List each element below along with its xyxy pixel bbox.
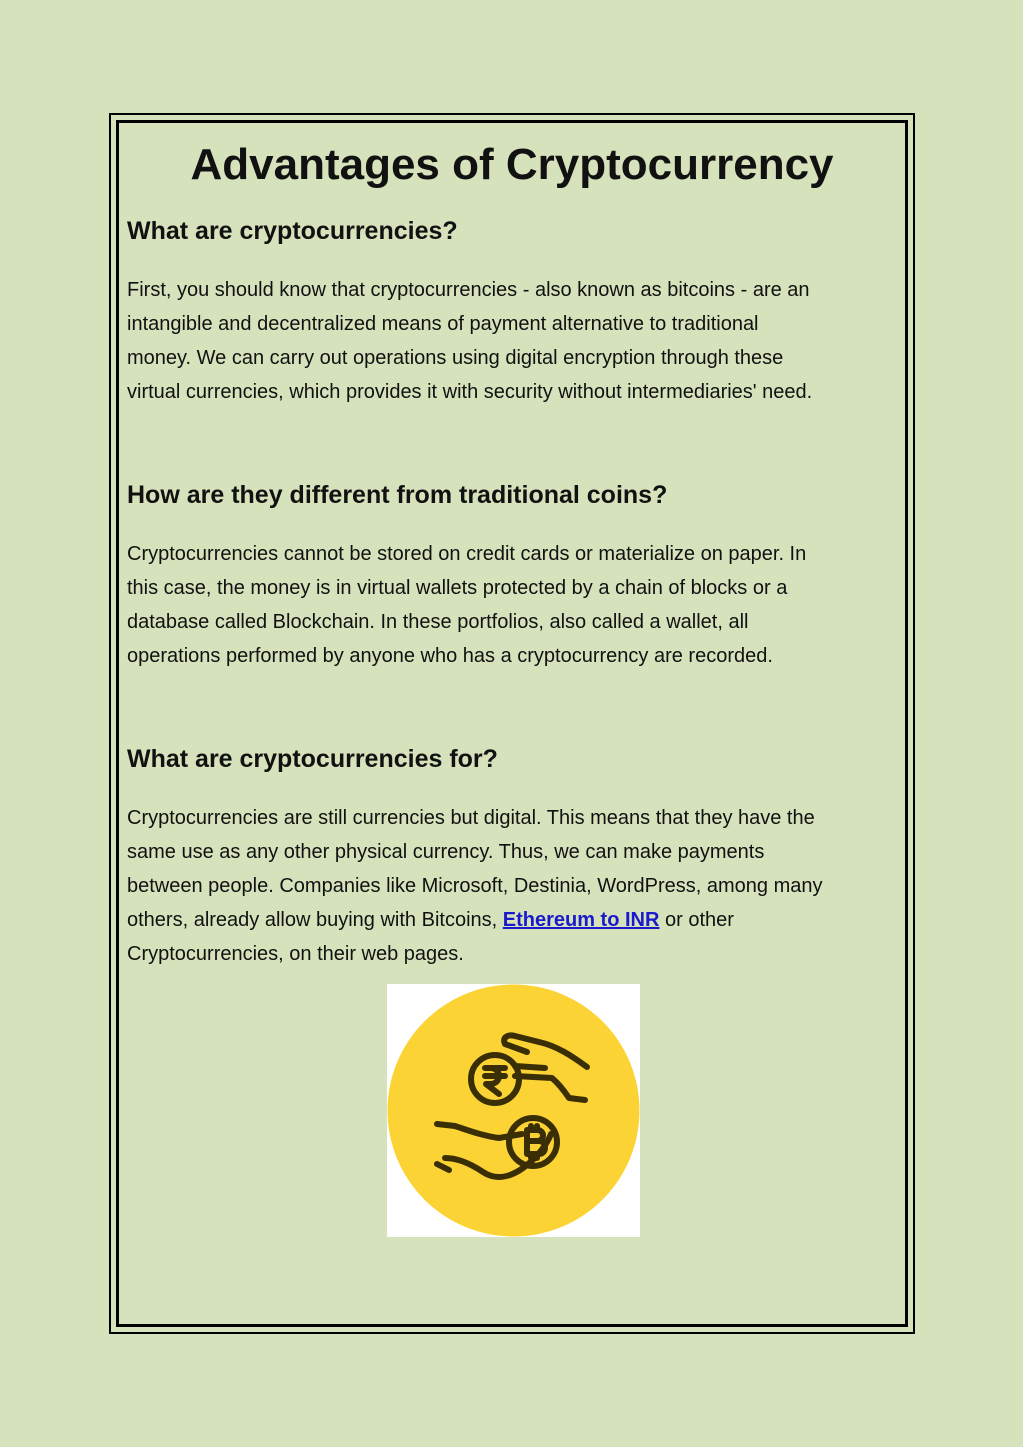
- section-heading-what-for: What are cryptocurrencies for?: [127, 745, 498, 773]
- line-text: others, already allow buying with Bitcoins,: [127, 909, 503, 931]
- paragraph-line: Cryptocurrencies cannot be stored on credit cards or materialize on paper. In: [127, 543, 807, 565]
- section-heading-what-are: What are cryptocurrencies?: [127, 217, 458, 245]
- paragraph-line: operations performed by anyone who has a cryptocurrency are recorded.: [127, 645, 773, 667]
- hand-exchange-rupee-bitcoin-icon: [387, 984, 640, 1237]
- paragraph-line: same use as any other physical currency. Thus, we can make payments: [127, 841, 765, 863]
- document-inner-frame: [116, 120, 908, 1327]
- section-paragraph-what-are: [127, 273, 917, 409]
- paragraph-line: this case, the money is in virtual wallets protected by a chain of blocks or a: [127, 577, 788, 599]
- yellow-circle: [388, 985, 640, 1237]
- section-paragraph-how-different: [127, 537, 917, 673]
- paragraph-line: between people. Companies like Microsoft, Destinia, WordPress, among many: [127, 875, 823, 897]
- paragraph-line: First, you should know that cryptocurrencies - also known as bitcoins - are an: [127, 279, 810, 301]
- paragraph-line: virtual currencies, which provides it with security without intermediaries' need.: [127, 381, 813, 403]
- paragraph-line: Cryptocurrencies, on their web pages.: [127, 943, 464, 965]
- paragraph-line: Cryptocurrencies are still currencies but digital. This means that they have the: [127, 807, 815, 829]
- line-text: or other: [659, 909, 734, 931]
- ethereum-to-inr-link[interactable]: Ethereum to INR: [502, 909, 660, 931]
- page-title: Advantages of Cryptocurrency: [190, 140, 834, 189]
- section-paragraph-what-for: [127, 801, 917, 971]
- paragraph-line: money. We can carry out operations using digital encryption through these: [127, 347, 784, 369]
- section-heading-how-different: How are they different from traditional coins?: [127, 481, 668, 509]
- paragraph-line: intangible and decentralized means of payment alternative to traditional: [127, 313, 759, 335]
- paragraph-line: [127, 903, 917, 937]
- bitcoin-symbol: [527, 1126, 545, 1158]
- crypto-exchange-image: [387, 984, 640, 1237]
- document-frame: [109, 113, 915, 1334]
- paragraph-line: database called Blockchain. In these portfolios, also called a wallet, all: [127, 611, 749, 633]
